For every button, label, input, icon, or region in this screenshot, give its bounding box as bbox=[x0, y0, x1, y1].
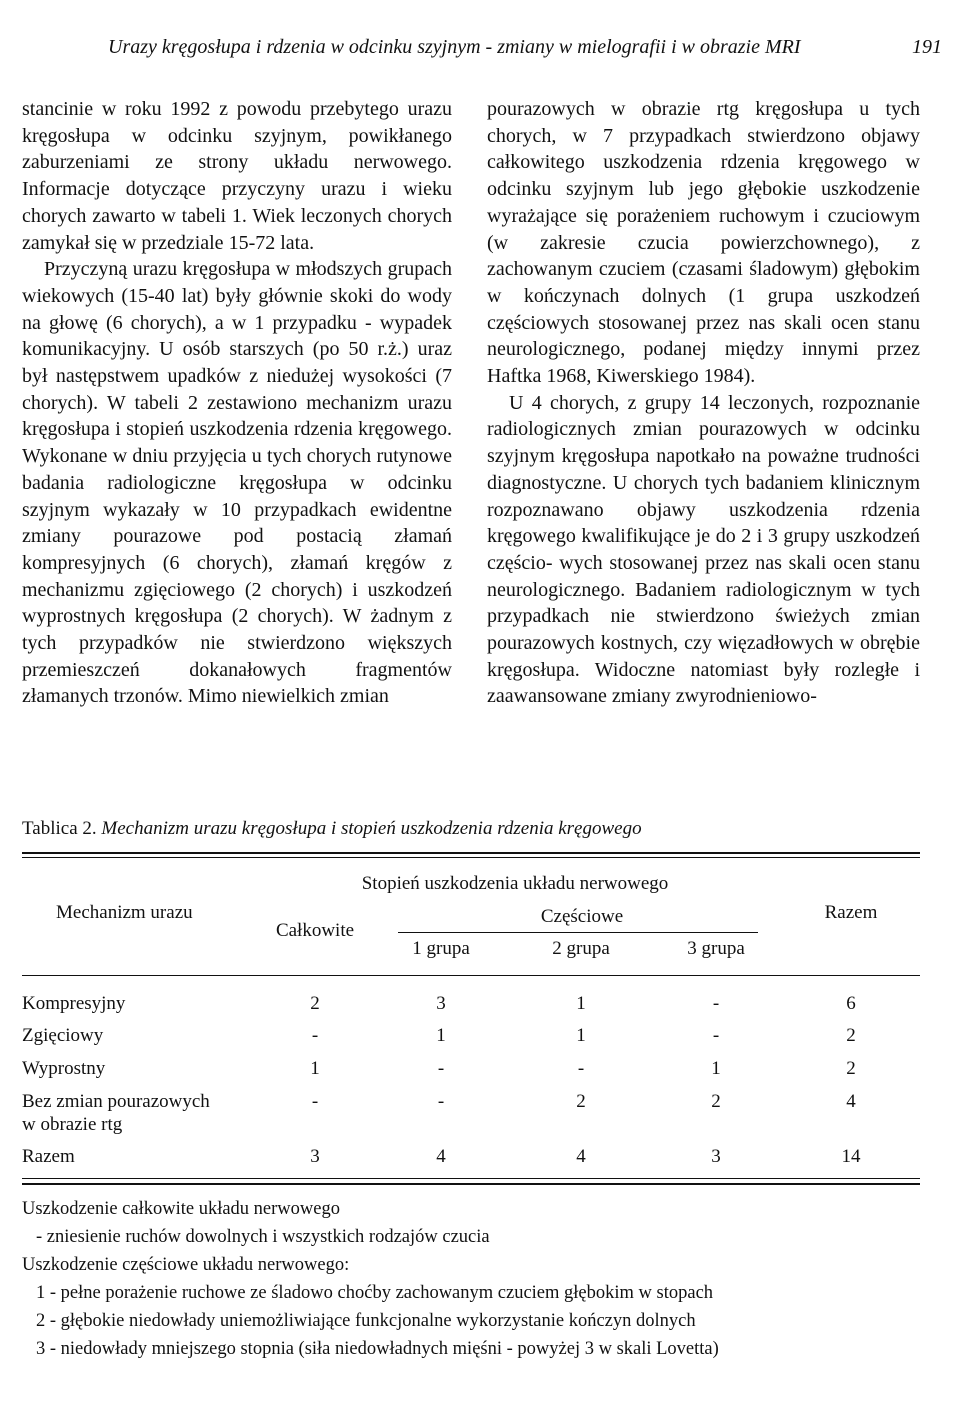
row-label: Wyprostny bbox=[22, 1058, 106, 1079]
header-degree: Stopień uszkodzenia układu nerwowego bbox=[361, 873, 669, 894]
left-column bbox=[22, 96, 452, 710]
page-number: 191 bbox=[912, 36, 942, 58]
header-total: Razem bbox=[824, 902, 878, 923]
table-top-rule bbox=[22, 852, 920, 854]
row-label: Zgięciowy bbox=[22, 1025, 104, 1046]
cell-group-2: 2 bbox=[576, 1091, 586, 1112]
cell-group-3: 1 bbox=[711, 1058, 721, 1079]
cell-group-1: 3 bbox=[436, 993, 446, 1014]
partial-underline bbox=[398, 932, 758, 933]
cell-group-3: 3 bbox=[711, 1146, 721, 1167]
cell-total: 2 bbox=[846, 1025, 856, 1046]
table-bottom-rule bbox=[22, 1178, 920, 1179]
cell-group-2: 1 bbox=[576, 1025, 586, 1046]
row-label: Razem bbox=[22, 1146, 75, 1167]
cell-group-3: - bbox=[712, 993, 720, 1014]
header-group-2: 2 grupa bbox=[552, 938, 610, 959]
cell-total: 4 bbox=[846, 1091, 856, 1112]
cell-complete: 2 bbox=[310, 993, 320, 1014]
cell-group-2: 4 bbox=[576, 1146, 586, 1167]
table-bottom-rule-2 bbox=[22, 1183, 920, 1185]
footnote-group-2: 2 - głębokie niedowłady uniemożliwiające funkcjonalne wykorzystanie kończyn dolnych bbox=[36, 1311, 696, 1331]
header-rule bbox=[22, 975, 920, 976]
cell-complete: - bbox=[311, 1025, 319, 1046]
cell-group-1: - bbox=[437, 1058, 445, 1079]
table-caption-label: Tablica 2. bbox=[22, 818, 97, 839]
footnote-group-1: 1 - pełne porażenie ruchowe ze śladowo choćby zachowanym czuciem głębokim w stopach bbox=[36, 1283, 714, 1303]
cell-group-2: 1 bbox=[576, 993, 586, 1014]
cell-group-2: - bbox=[577, 1058, 585, 1079]
cell-group-1: 4 bbox=[436, 1146, 446, 1167]
footnote-complete: Uszkodzenie całkowite układu nerwowego bbox=[22, 1199, 340, 1219]
right-paragraph-1: pourazowych w obrazie rtg kręgosłupa u tych chorych, w 7 przypadkach stwierdzono objawy całkowitego uszkodzenia rdzenia kręgowego w odcinku szyjnym lub jego głębokie uszkodzenie wyrażające się porażeniem ruchowym i czuciowym (w zakresie czucia powierzchownego), z zachowanym czuciem (czasami śladowym) głębokim w kończynach dolnych (1 grupa uszkodzeń częściowych stosowanej przez nas skali ocen stanu neurologicznego, podanej między innymi przez Haftka 1968, Kiwerskiego 1984). bbox=[487, 98, 920, 388]
header-group-1: 1 grupa bbox=[412, 938, 470, 959]
row-label-continued: w obrazie rtg bbox=[22, 1114, 123, 1135]
table-footnotes bbox=[22, 1195, 719, 1363]
left-paragraph-1: stancinie w roku 1992 z powodu przebytego urazu kręgosłupa w odcinku szyjnym, powikłanego zaburzeniami ze strony układu nerwowego. Informacje dotyczące przyczyny urazu i wieku chorych zawarto w tabeli 1. Wiek leczonych chorych zamykał się w przedziale 15-72 lata. bbox=[22, 98, 452, 254]
footnote-partial: Uszkodzenie częściowe układu nerwowego: bbox=[22, 1255, 350, 1275]
cell-complete: 3 bbox=[310, 1146, 320, 1167]
right-paragraph-2: U 4 chorych, z grupy 14 leczonych, rozpoznanie radiologicznych zmian pourazowych w odcinku szyjnym kręgosłupa napotkało na poważne trudności diagnostyczne. U chorych tych badaniem klinicznym rozpoznawano objawy uszkodzenia rdzenia kręgowego kwalifikujące je do 2 i 3 grupy uszkodzeń częścio- wych stosowanej przez nas skali ocen stanu neurologicznego. Badaniem radiologicznym w tych przypadkach nie stwierdzono świeżych zmian pourazowych kostnych, czy więzadłowych w obrębie kręgosłupa. Widoczne natomiast były rozległe i zaawansowane zmiany zwyrodnieniowo- bbox=[487, 391, 920, 708]
table-top-rule-2 bbox=[22, 857, 920, 858]
header-title: Urazy kręgosłupa i rdzenia w odcinku szyjnym - zmiany w mielografii i w obrazie MRI bbox=[108, 36, 801, 58]
table-caption-title: Mechanizm urazu kręgosłupa i stopień uszkodzenia rdzenia kręgowego bbox=[101, 818, 642, 839]
cell-group-3: 2 bbox=[711, 1091, 721, 1112]
header-group-3: 3 grupa bbox=[687, 938, 745, 959]
header-mechanism: Mechanizm urazu bbox=[56, 902, 193, 923]
row-label: Bez zmian pourazowych bbox=[22, 1091, 210, 1112]
table-caption bbox=[22, 818, 642, 840]
cell-total: 6 bbox=[846, 993, 856, 1014]
row-label: Kompresyjny bbox=[22, 993, 126, 1014]
cell-group-1: - bbox=[437, 1091, 445, 1112]
cell-complete: 1 bbox=[310, 1058, 320, 1079]
cell-total: 2 bbox=[846, 1058, 856, 1079]
header-complete: Całkowite bbox=[275, 920, 355, 941]
cell-group-1: 1 bbox=[436, 1025, 446, 1046]
cell-complete: - bbox=[311, 1091, 319, 1112]
footnote-complete-desc: - zniesienie ruchów dowolnych i wszystkich rodzajów czucia bbox=[36, 1227, 490, 1247]
header-partial: Częściowe bbox=[540, 906, 624, 927]
cell-group-3: - bbox=[712, 1025, 720, 1046]
right-column bbox=[487, 96, 920, 710]
running-header bbox=[108, 36, 942, 62]
cell-total: 14 bbox=[841, 1146, 861, 1167]
footnote-group-3: 3 - niedowłady mniejszego stopnia (siła niedowładnych mięśni - powyżej 3 w skali Lovetta) bbox=[36, 1339, 719, 1359]
left-paragraph-2: Przyczyną urazu kręgosłupa w młodszych grupach wiekowych (15-40 lat) były głównie skoki do wody na głowę (6 chorych), a w 1 przypadku - wypadek komunikacyjny. U osób starszych (po 50 r.ż.) uraz był następstwem upadków z niedużej wysokości (7 chorych). W tabeli 2 zestawiono mechanizm urazu kręgosłupa i stopień uszkodzenia rdzenia kręgowego. Wykonane w dniu przyjęcia u tych chorych rutynowe badania radiologiczne kręgosłupa w odcinku szyjnym wykazały w 10 przypadkach ewidentne zmiany pourazowe pod postacią złamań kompresyjnych (6 chorych), złamań kręgów z mechanizmu zgięciowego (2 chorych) i uszkodzeń wyprostnych kręgosłupa (2 chorych). W żadnym z tych przypadków nie stwierdzono większych przemieszczeń dokanałowych fragmentów złamanych trzonów. Mimo niewielkich zmian bbox=[22, 258, 452, 708]
